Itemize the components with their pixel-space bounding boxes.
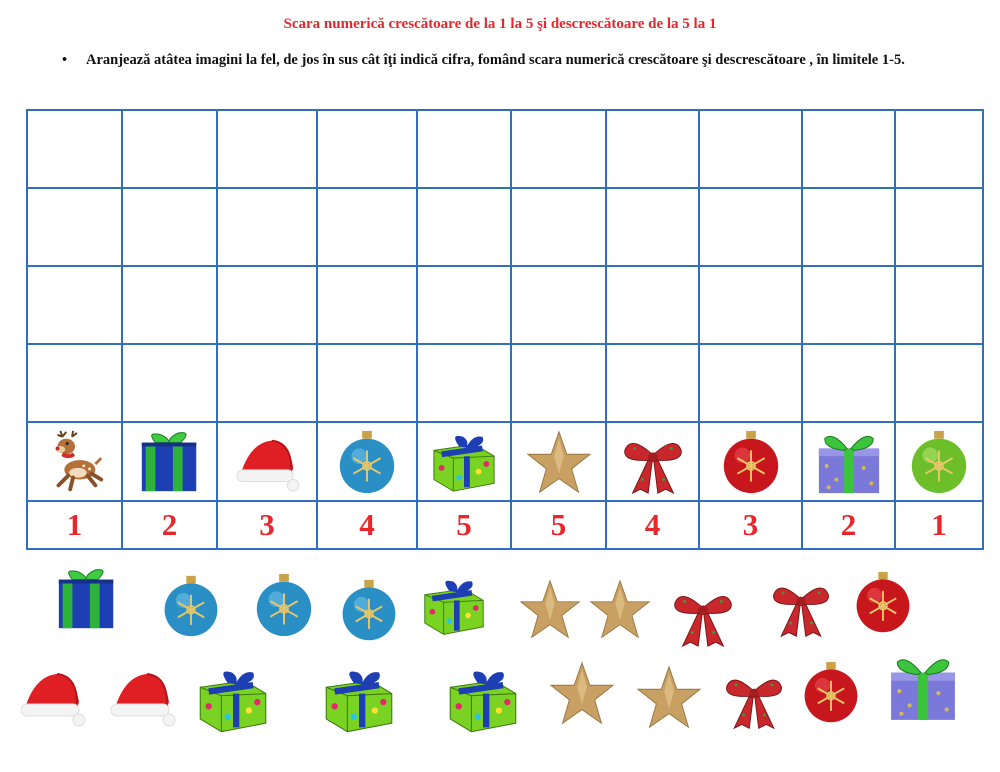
drop-cell[interactable]: [217, 344, 317, 422]
instruction-text: Aranjează atâtea imagini la fel, de jos în sus cât îţi indică cifra, fomând scara numerică crescătoare şi descrescătoare , în limitele 1-5.: [86, 52, 905, 68]
drop-cell[interactable]: [317, 188, 417, 266]
drop-cell[interactable]: [27, 188, 122, 266]
drop-cell[interactable]: [895, 344, 983, 422]
drop-cell[interactable]: [699, 188, 802, 266]
grid-row-numbers: [27, 501, 983, 549]
worksheet-title: Scara numerică crescătoare de la 1 la 5 şi descrescătoare de la 5 la 1: [283, 16, 717, 32]
red-bow-icon: [619, 429, 687, 495]
gold-star-icon[interactable]: [584, 578, 656, 642]
purple-gift-icon: [815, 429, 883, 495]
blue-ornament-icon[interactable]: [250, 572, 318, 640]
gold-star-icon[interactable]: [514, 578, 586, 642]
grid-row-empty: [27, 188, 983, 266]
number-ladder-grid: [26, 109, 984, 550]
number-cell: 5: [417, 501, 511, 549]
drop-cell[interactable]: [895, 266, 983, 344]
drop-cell[interactable]: [699, 344, 802, 422]
number-cell: 2: [122, 501, 217, 549]
red-bow-icon[interactable]: [766, 574, 836, 640]
drop-cell[interactable]: [417, 188, 511, 266]
gold-star-icon[interactable]: [548, 660, 616, 728]
blue-ornament-icon[interactable]: [336, 576, 402, 646]
number-cell: 3: [217, 501, 317, 549]
gold-star-icon[interactable]: [634, 664, 704, 732]
green-gift-icon[interactable]: [318, 664, 400, 738]
green-ornament-icon: [905, 429, 973, 495]
drop-cell[interactable]: [699, 110, 802, 188]
picture-cell: [606, 422, 699, 501]
drop-cell[interactable]: [217, 110, 317, 188]
gold-star-icon: [525, 429, 593, 495]
drop-cell[interactable]: [606, 344, 699, 422]
red-bow-icon[interactable]: [720, 666, 788, 732]
number-cell: 1: [27, 501, 122, 549]
picture-cell: [217, 422, 317, 501]
drop-cell[interactable]: [802, 344, 895, 422]
drop-cell[interactable]: [317, 110, 417, 188]
reindeer-icon: [41, 429, 109, 495]
picture-cell: [27, 422, 122, 501]
drop-cell[interactable]: [217, 188, 317, 266]
drop-cell[interactable]: [511, 188, 606, 266]
drop-cell[interactable]: [895, 110, 983, 188]
drop-cell[interactable]: [417, 110, 511, 188]
drop-cell[interactable]: [122, 344, 217, 422]
green-gift-icon[interactable]: [414, 574, 494, 640]
drop-cell[interactable]: [802, 266, 895, 344]
number-cell: 5: [511, 501, 606, 549]
drop-cell[interactable]: [511, 344, 606, 422]
red-ornament-icon[interactable]: [798, 658, 864, 728]
grid-row-empty: [27, 344, 983, 422]
santa-hat-icon[interactable]: [14, 662, 90, 732]
drop-cell[interactable]: [606, 266, 699, 344]
picture-cell: [802, 422, 895, 501]
grid-row-empty: [27, 110, 983, 188]
red-ornament-icon: [717, 429, 785, 495]
drop-cell[interactable]: [511, 110, 606, 188]
drop-cell[interactable]: [417, 344, 511, 422]
red-ornament-icon[interactable]: [850, 568, 916, 638]
picture-cell: [699, 422, 802, 501]
drop-cell[interactable]: [122, 110, 217, 188]
drop-cell[interactable]: [606, 188, 699, 266]
drop-cell[interactable]: [122, 188, 217, 266]
santa-hat-icon: [233, 429, 301, 495]
blue-ornament-icon[interactable]: [158, 572, 224, 642]
drop-cell[interactable]: [417, 266, 511, 344]
blue-gift-icon[interactable]: [52, 566, 122, 634]
instruction: [62, 50, 982, 70]
drop-cell[interactable]: [122, 266, 217, 344]
drop-cell[interactable]: [511, 266, 606, 344]
blue-ornament-icon: [333, 429, 401, 495]
picture-cell: [511, 422, 606, 501]
green-gift-icon[interactable]: [192, 664, 274, 738]
picture-cell: [122, 422, 217, 501]
number-cell: 3: [699, 501, 802, 549]
blue-gift-icon: [136, 429, 204, 495]
number-cell: 2: [802, 501, 895, 549]
picture-cell: [895, 422, 983, 501]
number-cell: 4: [317, 501, 417, 549]
number-cell: 1: [895, 501, 983, 549]
drop-cell[interactable]: [27, 266, 122, 344]
drop-cell[interactable]: [317, 266, 417, 344]
picture-cell: [417, 422, 511, 501]
green-gift-icon[interactable]: [442, 664, 524, 738]
grid-row-pictures: [27, 422, 983, 501]
green-gift-icon: [430, 429, 498, 495]
bullet: •: [62, 52, 68, 68]
purple-gift-icon[interactable]: [884, 652, 962, 724]
grid-row-empty: [27, 266, 983, 344]
drop-cell[interactable]: [895, 188, 983, 266]
drop-cell[interactable]: [802, 188, 895, 266]
picture-cell: [317, 422, 417, 501]
drop-cell[interactable]: [802, 110, 895, 188]
drop-cell[interactable]: [317, 344, 417, 422]
red-bow-icon[interactable]: [668, 582, 738, 650]
drop-cell[interactable]: [699, 266, 802, 344]
drop-cell[interactable]: [27, 344, 122, 422]
drop-cell[interactable]: [27, 110, 122, 188]
santa-hat-icon[interactable]: [104, 662, 180, 732]
drop-cell[interactable]: [217, 266, 317, 344]
number-cell: 4: [606, 501, 699, 549]
drop-cell[interactable]: [606, 110, 699, 188]
